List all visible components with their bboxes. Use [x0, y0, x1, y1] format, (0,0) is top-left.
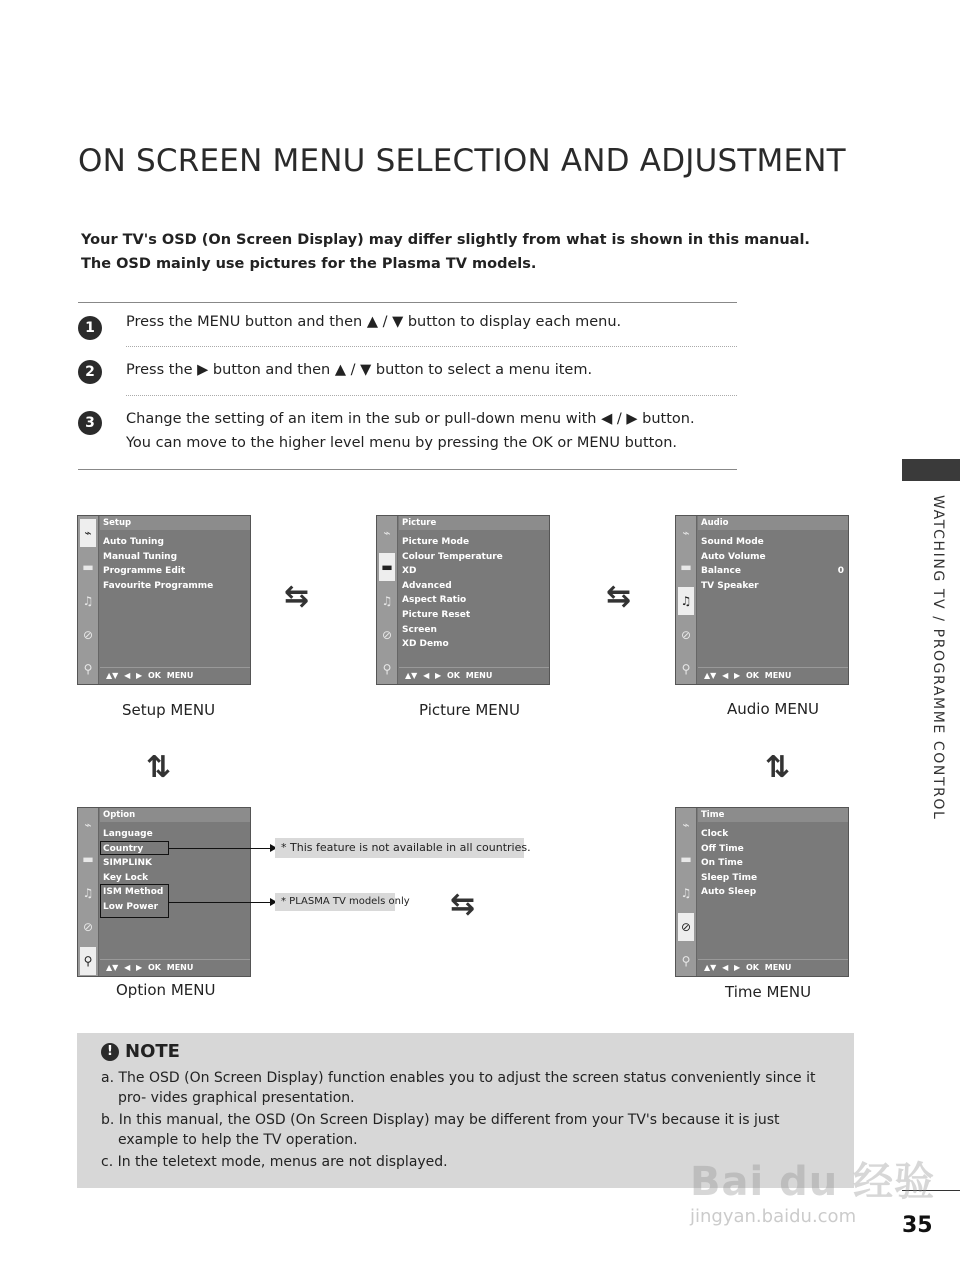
- menu-item[interactable]: [701, 885, 844, 900]
- satellite-dish-icon[interactable]: ⌁: [682, 818, 690, 832]
- menu-item[interactable]: [402, 608, 545, 623]
- menu-item[interactable]: [103, 535, 246, 550]
- clock-icon[interactable]: ⊘: [82, 628, 94, 642]
- menu-item-list: [103, 535, 246, 593]
- menu-item[interactable]: [402, 535, 545, 550]
- menu-item[interactable]: [402, 593, 545, 608]
- menu-item-label: Screen: [402, 624, 437, 635]
- note-item-a: a. The OSD (On Screen Display) function enables you to adjust the screen status conveniently since it pro- vides graphical presentation.: [101, 1070, 816, 1106]
- speaker-icon[interactable]: ♫: [678, 587, 694, 615]
- menu-key-guide: ▲▼ ◀ ▶ OK MENU: [399, 667, 549, 684]
- audio-menu-caption: Audio MENU: [727, 700, 820, 718]
- wrench-icon[interactable]: ⚲: [681, 954, 691, 968]
- page-title: ON SCREEN MENU SELECTION AND ADJUSTMENT: [78, 143, 846, 179]
- step-1-text: Press the MENU button and then ▲ / ▼ button to display each menu.: [126, 314, 622, 330]
- menu-item[interactable]: [701, 827, 844, 842]
- menu-item-label: Auto Sleep: [701, 887, 757, 898]
- menu-item-label: Picture Mode: [402, 537, 470, 547]
- menu-item[interactable]: [701, 564, 844, 579]
- menu-item-label: Advanced: [402, 580, 452, 591]
- menu-item[interactable]: [701, 535, 844, 550]
- swap-arrows-icon: ⇆: [284, 579, 310, 614]
- menu-title: Setup: [100, 516, 250, 530]
- section-side-label: WATCHING TV / PROGRAMME CONTROL: [930, 495, 946, 821]
- satellite-dish-icon[interactable]: ⌁: [383, 526, 391, 540]
- clock-icon[interactable]: ⊘: [680, 628, 692, 642]
- country-callout: * This feature is not available in all countries.: [275, 838, 524, 858]
- menu-item-label: SIMPLINK: [103, 858, 152, 869]
- plasma-items-highlight-box: [100, 884, 169, 918]
- menu-item-label: Favourite Programme: [103, 580, 214, 591]
- page-number: 35: [902, 1213, 933, 1238]
- menu-key-guide: ▲▼ ◀ ▶ OK MENU: [698, 667, 848, 684]
- plasma-leader-line: [169, 902, 271, 903]
- menu-item[interactable]: [402, 637, 545, 652]
- menu-item[interactable]: [103, 579, 246, 594]
- wrench-icon[interactable]: ⚲: [80, 947, 96, 975]
- menu-item[interactable]: [701, 550, 844, 565]
- menu-title: Picture: [399, 516, 549, 530]
- watermark-url: jingyan.baidu.com: [690, 1206, 857, 1227]
- menu-title: Time: [698, 808, 848, 822]
- menu-item[interactable]: [103, 856, 246, 871]
- menu-item-label: Auto Tuning: [103, 537, 164, 547]
- satellite-dish-icon[interactable]: ⌁: [84, 818, 92, 832]
- step-2-text: Press the ▶ button and then ▲ / ▼ button to select a menu item.: [126, 362, 593, 378]
- speaker-icon[interactable]: ♫: [82, 886, 94, 900]
- tv-screen-icon[interactable]: ▬: [82, 852, 94, 866]
- note-title: NOTE: [125, 1041, 180, 1062]
- swap-arrows-icon: ⇆: [606, 579, 632, 614]
- menu-key-guide: ▲▼ ◀ ▶ OK MENU: [100, 667, 250, 684]
- menu-item[interactable]: [103, 550, 246, 565]
- menu-item-label: Picture Reset: [402, 609, 471, 620]
- menu-key-guide: ▲▼ ◀ ▶ OK MENU: [698, 959, 848, 976]
- menu-item-list: [402, 535, 545, 652]
- vertical-swap-arrows-icon: ⇅: [765, 750, 791, 785]
- step-divider: [126, 395, 737, 396]
- picture-menu-screen: [376, 515, 550, 685]
- exclamation-icon: !: [101, 1043, 119, 1061]
- menu-item[interactable]: [701, 871, 844, 886]
- menu-item-label: Balance: [701, 566, 741, 577]
- tv-screen-icon[interactable]: ▬: [82, 560, 94, 574]
- satellite-dish-icon[interactable]: ⌁: [682, 526, 690, 540]
- clock-icon[interactable]: ⊘: [82, 920, 94, 934]
- tv-screen-icon[interactable]: ▬: [379, 553, 395, 581]
- time-menu-caption: Time MENU: [725, 983, 812, 1001]
- menu-item-value: 0: [837, 566, 844, 577]
- menu-item-label: Sleep Time: [701, 872, 758, 883]
- vertical-swap-arrows-icon: ⇅: [146, 750, 172, 785]
- country-highlight-box: [100, 841, 169, 855]
- tv-screen-icon[interactable]: ▬: [680, 560, 692, 574]
- option-menu-caption: Option MENU: [116, 981, 216, 999]
- menu-item-label: Aspect Ratio: [402, 595, 467, 606]
- menu-item[interactable]: [402, 623, 545, 638]
- menu-item-label: ISM Method: [103, 887, 164, 898]
- clock-icon[interactable]: ⊘: [678, 913, 694, 941]
- menu-title: Option: [100, 808, 250, 822]
- plasma-callout: * PLASMA TV models only: [275, 893, 395, 911]
- menu-item-label: XD: [402, 566, 417, 577]
- note-item-b: b. In this manual, the OSD (On Screen Display) may be different from your TV's because it is just example to help the TV operation.: [101, 1112, 780, 1148]
- menu-item-list: [701, 535, 844, 593]
- step-number-1: 1: [78, 316, 102, 340]
- menu-item-label: On Time: [701, 858, 743, 869]
- setup-menu-caption: Setup MENU: [122, 701, 216, 719]
- step-number-2: 2: [78, 360, 102, 384]
- divider-top: [78, 302, 737, 303]
- speaker-icon[interactable]: ♫: [381, 594, 393, 608]
- menu-item[interactable]: [103, 827, 246, 842]
- menu-item[interactable]: [103, 564, 246, 579]
- step-3-text-line-2: You can move to the higher level menu by pressing the OK or MENU button.: [126, 435, 678, 451]
- speaker-icon[interactable]: ♫: [82, 594, 94, 608]
- watermark-logo: Bai du 经验: [690, 1159, 936, 1205]
- picture-menu-caption: Picture MENU: [419, 701, 520, 719]
- menu-item[interactable]: [402, 579, 545, 594]
- menu-item-label: Off Time: [701, 843, 744, 854]
- step-3-text-line-1: Change the setting of an item in the sub or pull-down menu with ◀ / ▶ button.: [126, 411, 695, 427]
- menu-item[interactable]: [701, 842, 844, 857]
- menu-item-label: Auto Volume: [701, 551, 766, 562]
- wrench-icon[interactable]: ⚲: [382, 662, 392, 676]
- menu-title: Audio: [698, 516, 848, 530]
- time-menu-screen: [675, 807, 849, 977]
- menu-item-label: Programme Edit: [103, 566, 186, 577]
- satellite-dish-icon[interactable]: ⌁: [80, 519, 96, 547]
- intro-line-2: The OSD mainly use pictures for the Plasma TV models.: [81, 256, 537, 272]
- speaker-icon[interactable]: ♫: [680, 886, 692, 900]
- setup-menu-screen: [77, 515, 251, 685]
- step-number-3: 3: [78, 411, 102, 435]
- menu-item-label: Sound Mode: [701, 537, 764, 547]
- menu-item[interactable]: [701, 579, 844, 594]
- tv-screen-icon[interactable]: ▬: [680, 852, 692, 866]
- intro-line-1: Your TV's OSD (On Screen Display) may differ slightly from what is shown in this manual.: [81, 232, 810, 248]
- wrench-icon[interactable]: ⚲: [83, 662, 93, 676]
- menu-item-label: TV Speaker: [701, 580, 759, 591]
- clock-icon[interactable]: ⊘: [381, 628, 393, 642]
- menu-item-list: [701, 827, 844, 900]
- intro-text: [81, 228, 810, 276]
- divider-bottom: [78, 469, 737, 470]
- menu-item-label: Colour Temperature: [402, 551, 503, 562]
- note-item-c: c. In the teletext mode, menus are not displayed.: [101, 1154, 448, 1170]
- menu-item[interactable]: [701, 856, 844, 871]
- menu-item-label: Country: [103, 843, 144, 854]
- menu-item[interactable]: [402, 564, 545, 579]
- menu-key-guide: ▲▼ ◀ ▶ OK MENU: [100, 959, 250, 976]
- section-tab: [902, 459, 960, 481]
- country-leader-line: [169, 848, 271, 849]
- menu-item-label: Clock: [701, 829, 729, 839]
- step-divider: [126, 346, 737, 347]
- wrench-icon[interactable]: ⚲: [681, 662, 691, 676]
- menu-item-label: Key Lock: [103, 872, 149, 883]
- menu-item-label: Manual Tuning: [103, 551, 178, 562]
- swap-arrows-icon: ⇆: [450, 887, 476, 922]
- audio-menu-screen: [675, 515, 849, 685]
- menu-item[interactable]: [402, 550, 545, 565]
- note-header: [101, 1041, 180, 1062]
- menu-item-label: Language: [103, 829, 153, 839]
- menu-item-label: XD Demo: [402, 639, 449, 650]
- menu-item-label: Low Power: [103, 901, 159, 912]
